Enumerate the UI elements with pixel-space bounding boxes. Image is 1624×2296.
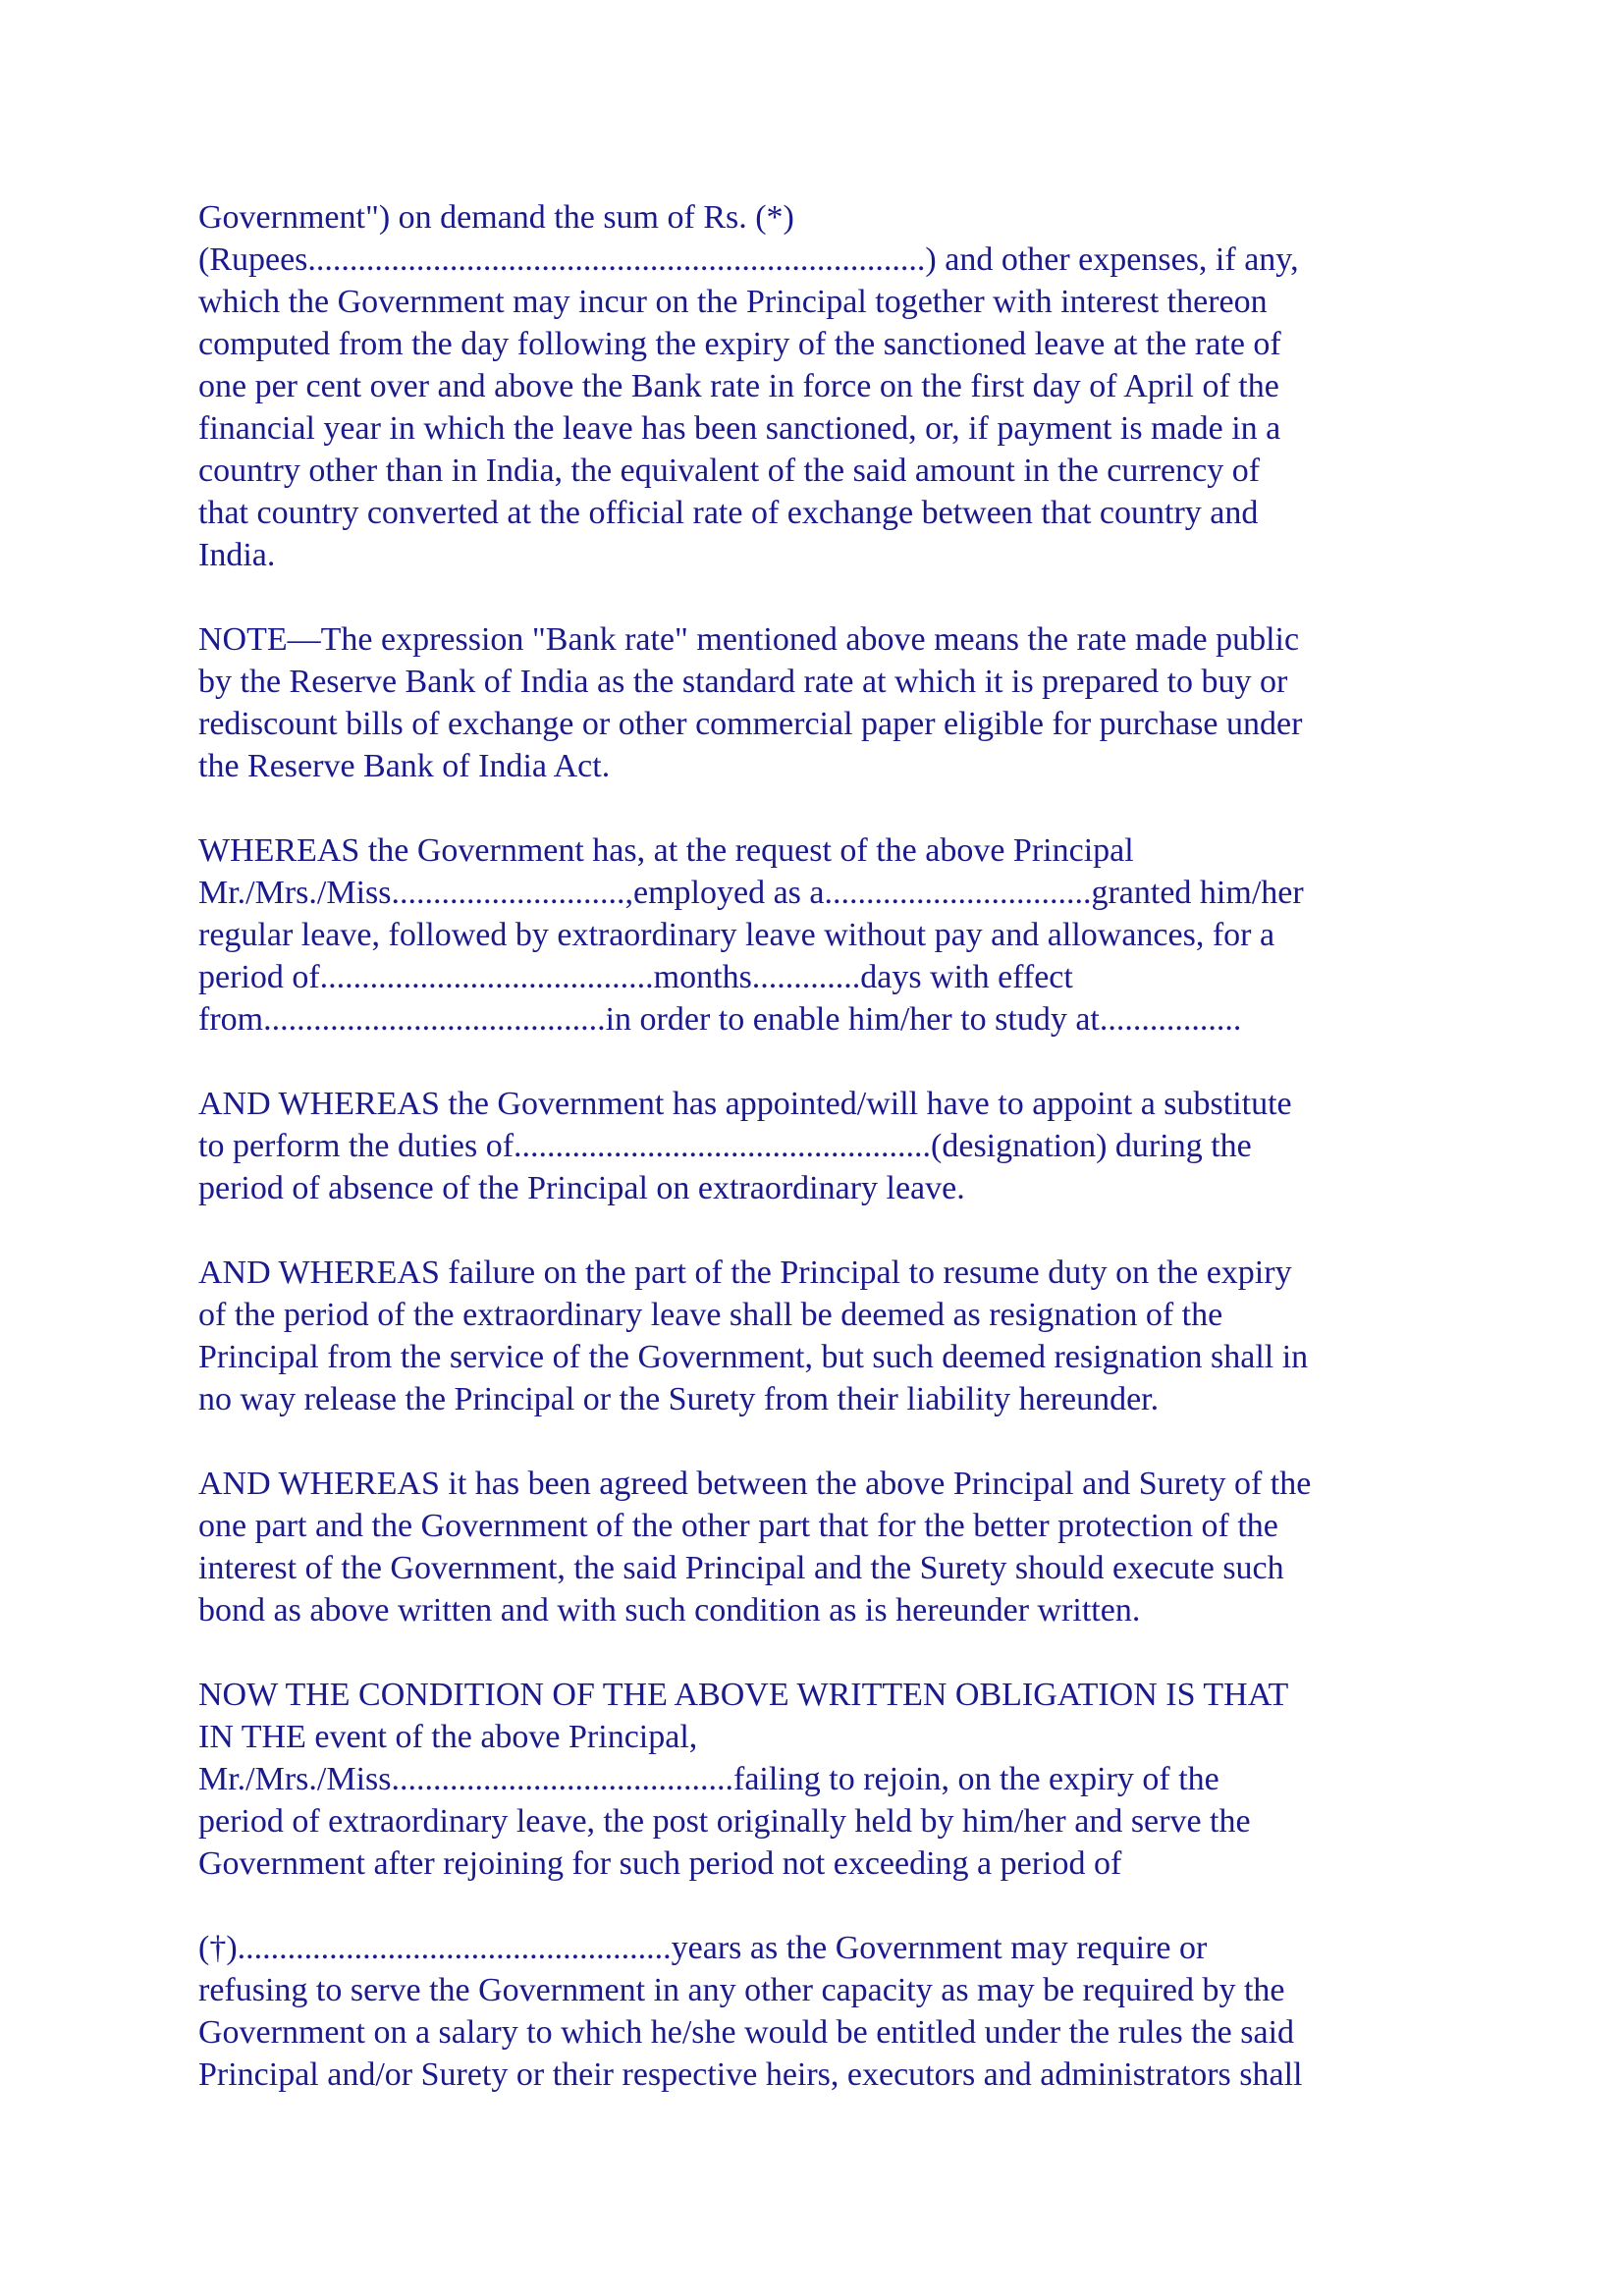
text-line: bond as above written and with such condition as is hereunder written. (198, 1592, 1141, 1629)
text-line: Principal from the service of the Government, but such deemed resignation shall in (198, 1339, 1309, 1375)
text-line: Mr./Mrs./Miss.........................................failing to rejoin, on the expiry of the (198, 1761, 1219, 1797)
text-line: period of........................................months.............days with effect (198, 959, 1073, 995)
text-line: computed from the day following the expiry of the sanctioned leave at the rate of (198, 326, 1281, 362)
text-line: NOTE—The expression "Bank rate" mentioned above means the rate made public (198, 621, 1300, 658)
text-line: that country converted at the official rate of exchange between that country and (198, 495, 1259, 531)
paragraph-whereas-resignation (198, 1252, 1475, 1420)
paragraph-condition (198, 1674, 1475, 1885)
text-line: Principal and/or Surety or their respective heirs, executors and administrators shall (198, 2056, 1303, 2093)
paragraph-service-period (198, 1927, 1475, 2096)
text-line: from.........................................in order to enable him/her to study at................. (198, 1001, 1242, 1038)
text-line: (Rupees..........................................................................) and other expenses, if any, (198, 241, 1299, 278)
text-line: of the period of the extraordinary leave shall be deemed as resignation of the (198, 1297, 1223, 1333)
text-line: period of absence of the Principal on extraordinary leave. (198, 1170, 965, 1206)
text-line: by the Reserve Bank of India as the standard rate at which it is prepared to buy or (198, 664, 1288, 700)
text-line: IN THE event of the above Principal, (198, 1719, 698, 1755)
text-line: interest of the Government, the said Principal and the Surety should execute such (198, 1550, 1284, 1586)
paragraph-whereas-substitute (198, 1083, 1475, 1209)
paragraph-whereas-leave (198, 829, 1475, 1041)
document-body (198, 196, 1475, 2138)
text-line: country other than in India, the equivalent of the said amount in the currency of (198, 453, 1261, 489)
text-line: rediscount bills of exchange or other commercial paper eligible for purchase under (198, 706, 1303, 742)
text-line: regular leave, followed by extraordinary leave without pay and allowances, for a (198, 917, 1275, 953)
text-line: the Reserve Bank of India Act. (198, 748, 611, 784)
text-line: which the Government may incur on the Principal together with interest thereon (198, 284, 1268, 320)
text-line: AND WHEREAS failure on the part of the Principal to resume duty on the expiry (198, 1255, 1292, 1291)
paragraph-whereas-agreement (198, 1463, 1475, 1631)
text-line: no way release the Principal or the Surety from their liability hereunder. (198, 1381, 1160, 1417)
text-line: AND WHEREAS the Government has appointed/will have to appoint a substitute (198, 1086, 1292, 1122)
paragraph-note-bank-rate (198, 618, 1475, 787)
text-line: India. (198, 537, 276, 573)
text-line: Mr./Mrs./Miss............................,employed as a................................granted him/her (198, 875, 1304, 911)
text-line: Government on a salary to which he/she would be entitled under the rules the said (198, 2014, 1295, 2051)
text-line: one part and the Government of the other part that for the better protection of the (198, 1508, 1278, 1544)
text-line: financial year in which the leave has been sanctioned, or, if payment is made in a (198, 410, 1281, 447)
text-line: refusing to serve the Government in any other capacity as may be required by the (198, 1972, 1285, 2008)
text-line: one per cent over and above the Bank rate in force on the first day of April of the (198, 368, 1279, 404)
text-line: (†)....................................................years as the Government may require or (198, 1930, 1208, 1966)
text-line: Government after rejoining for such period not exceeding a period of (198, 1845, 1122, 1882)
text-line: to perform the duties of..................................................(designation) during the (198, 1128, 1252, 1164)
paragraph-payment-terms (198, 196, 1475, 576)
text-line: AND WHEREAS it has been agreed between the above Principal and Surety of the (198, 1466, 1312, 1502)
text-line: Government") on demand the sum of Rs. (*) (198, 199, 794, 236)
text-line: WHEREAS the Government has, at the request of the above Principal (198, 832, 1134, 869)
text-line: period of extraordinary leave, the post originally held by him/her and serve the (198, 1803, 1251, 1840)
text-line: NOW THE CONDITION OF THE ABOVE WRITTEN OBLIGATION IS THAT (198, 1677, 1289, 1713)
